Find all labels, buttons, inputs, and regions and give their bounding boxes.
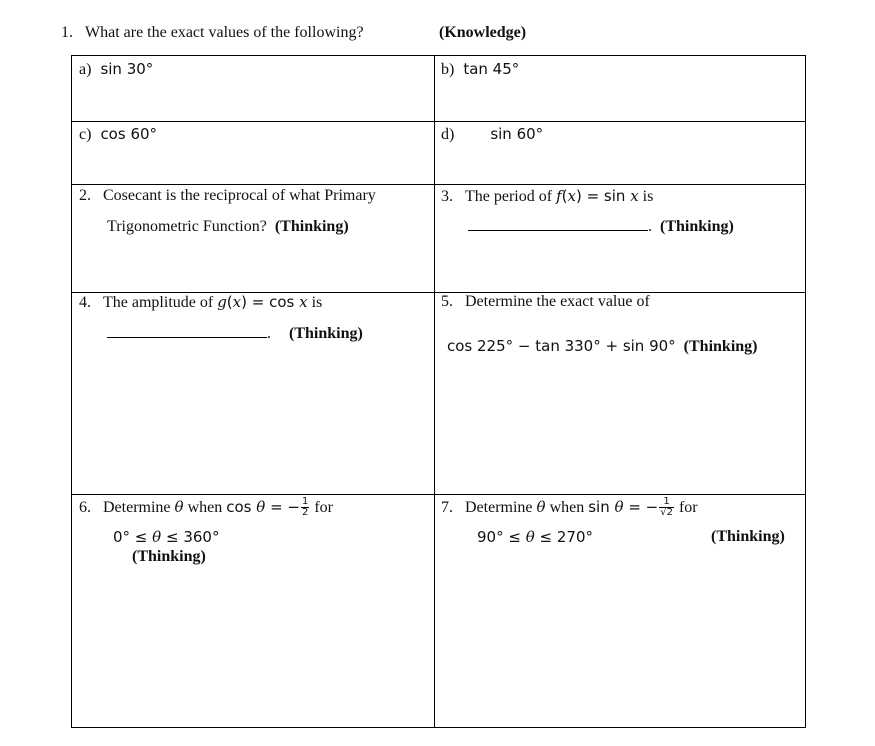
- q6-fraction: $\frac{1}{2}$: [301, 496, 309, 518]
- q2-category: (Thinking): [274, 218, 349, 235]
- q7-for: for: [678, 499, 698, 516]
- q1d-label: d): [441, 126, 455, 143]
- table-divider-row1: [72, 121, 805, 122]
- q5-text: Determine the exact value of: [465, 293, 650, 310]
- q6-text: Determine: [103, 499, 171, 516]
- q6-number: 6.: [79, 499, 91, 516]
- q7-category: (Thinking): [711, 528, 785, 545]
- q7-number: 7.: [441, 499, 453, 516]
- q2-text-line2: Trigonometric Function?: [107, 218, 267, 235]
- q5-expression: cos 225° − tan 330° + sin 90°: [447, 337, 676, 355]
- q4-answer-blank[interactable]: [107, 325, 267, 338]
- q7-line1: [441, 497, 698, 518]
- q1b-label: b): [441, 61, 455, 78]
- question-table: [71, 55, 806, 728]
- q7-equation: sin θ = − $\frac{1}{√2}$: [588, 496, 673, 518]
- q3-line2: [468, 218, 734, 236]
- q6-theta: θ: [174, 498, 184, 516]
- q6-range: 0° ≤ θ ≤ 360°: [113, 528, 220, 546]
- q4-number: 4.: [79, 294, 91, 311]
- q1a-cell: [79, 60, 153, 79]
- q4-category: (Thinking): [289, 325, 363, 342]
- q3-category: (Thinking): [660, 218, 734, 235]
- table-divider-row4: [72, 494, 805, 495]
- q7-range: 90° ≤ θ ≤ 270°: [477, 528, 593, 546]
- q6-category: (Thinking): [132, 548, 206, 565]
- q1b-cell: [441, 60, 519, 79]
- q1a-expression: sin 30°: [100, 60, 154, 78]
- q6-when: when: [187, 499, 223, 516]
- q7-fraction: $\frac{1}{√2}$: [660, 496, 673, 518]
- q2-line2: [107, 218, 349, 236]
- q3-text: The period of: [465, 188, 553, 205]
- q3-is: is: [642, 188, 654, 205]
- q2-text-line1: Cosecant is the reciprocal of what Primary: [103, 187, 376, 204]
- table-divider-row2: [72, 184, 805, 185]
- knowledge-category-label: (Knowledge): [439, 24, 527, 41]
- q1b-expression: tan 45°: [463, 60, 520, 78]
- q6-equation: cos θ = − $\frac{1}{2}$: [226, 496, 309, 518]
- q3-line1: [441, 187, 653, 206]
- q1c-label: c): [79, 126, 92, 143]
- q5-category: (Thinking): [683, 338, 758, 355]
- q1c-expression: cos 60°: [100, 125, 158, 143]
- q3-answer-blank[interactable]: [468, 218, 648, 231]
- q5-line1: [441, 293, 650, 311]
- q1c-cell: [79, 125, 157, 144]
- q3-period: .: [648, 218, 652, 235]
- q4-period: .: [267, 325, 271, 342]
- q4-is: is: [311, 294, 323, 311]
- q5-number: 5.: [441, 293, 453, 310]
- q7-when: when: [549, 499, 585, 516]
- q1d-expression: sin 60°: [490, 125, 544, 143]
- q4-function: g(x) = cos x: [217, 293, 308, 311]
- q5-line2: [447, 337, 757, 356]
- q4-text: The amplitude of: [103, 294, 214, 311]
- q1d-cell: [441, 125, 543, 144]
- q2-line1: [79, 187, 376, 205]
- q3-number: 3.: [441, 188, 453, 205]
- q2-number: 2.: [79, 187, 91, 204]
- q6-for: for: [314, 499, 333, 516]
- table-divider-vertical: [434, 56, 435, 727]
- q7-theta: θ: [536, 498, 546, 516]
- question-text: What are the exact values of the following?: [85, 24, 364, 41]
- q3-function: f(x) = sin x: [556, 187, 639, 205]
- question-number: 1.: [61, 24, 73, 41]
- q6-line1: [79, 497, 333, 518]
- q4-line2: [107, 325, 363, 343]
- question-1-heading: [61, 24, 364, 42]
- q1a-label: a): [79, 61, 92, 78]
- q7-text: Determine: [465, 499, 533, 516]
- q4-line1: [79, 293, 322, 312]
